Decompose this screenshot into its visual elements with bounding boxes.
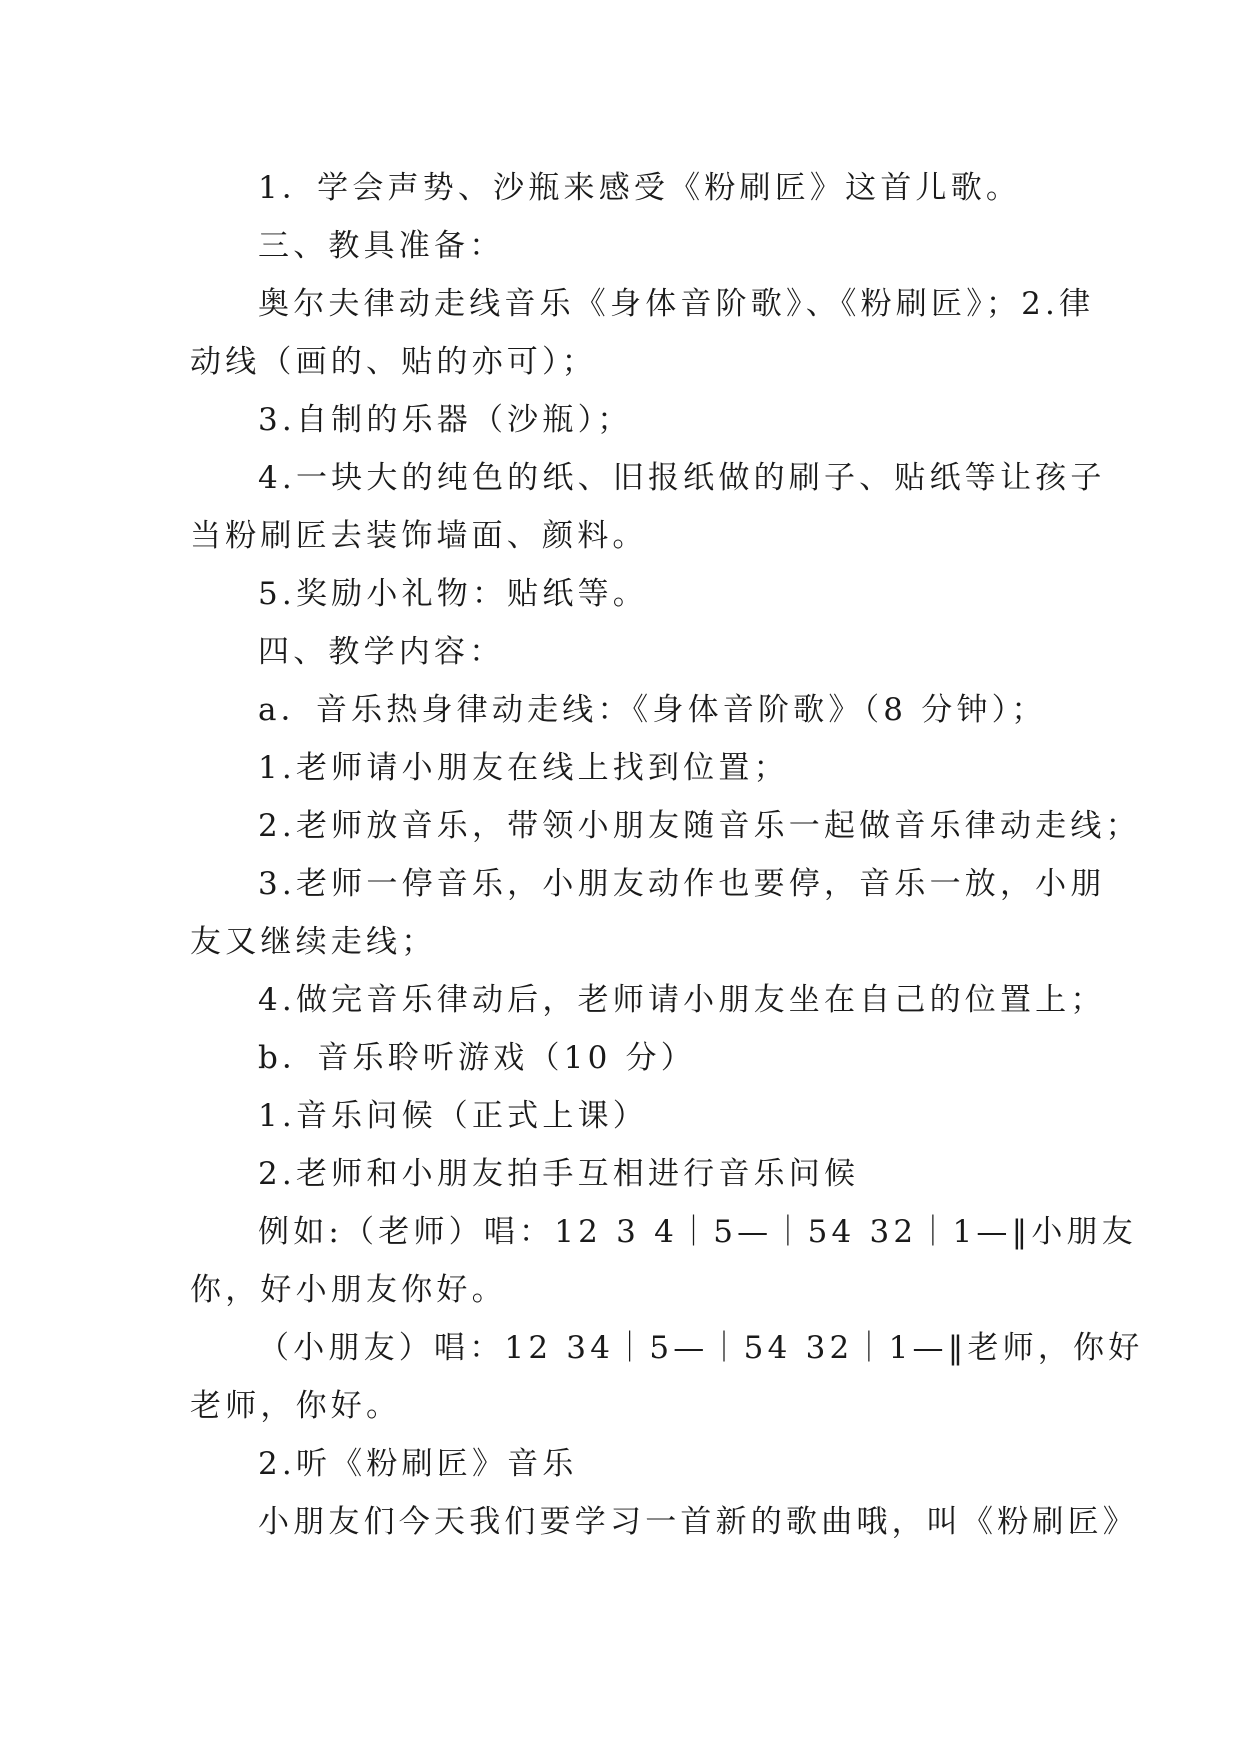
paragraph-line: 1.音乐问候（正式上课） [258,1098,648,1134]
paragraph-line: 1．学会声势、沙瓶来感受《粉刷匠》这首儿歌。 [258,170,1022,206]
section-heading: 三、教具准备： [258,228,505,264]
paragraph-line: 小朋友们今天我们要学习一首新的歌曲哦，叫《粉刷匠》 [258,1504,1138,1540]
paragraph-line: 3.老师一停音乐，小朋友动作也要停，音乐一放，小朋 [258,866,1106,902]
paragraph-line: 2.老师放音乐，带领小朋友随音乐一起做音乐律动走线； [258,808,1141,844]
paragraph-line: 当粉刷匠去装饰墙面、颜料。 [190,518,648,554]
paragraph-line: 2.听《粉刷匠》音乐 [258,1446,578,1482]
paragraph-line: 3.自制的乐器（沙瓶）； [258,402,633,438]
paragraph-line: 4.做完音乐律动后，老师请小朋友坐在自己的位置上； [258,982,1106,1018]
paragraph-line: 4.一块大的纯色的纸、旧报纸做的刷子、贴纸等让孩子 [258,460,1106,496]
paragraph-line: b．音乐聆听游戏（10 分） [258,1040,696,1076]
paragraph-line: 2.老师和小朋友拍手互相进行音乐问候 [258,1156,860,1192]
paragraph-line: 1.老师请小朋友在线上找到位置； [258,750,789,786]
section-heading: 四、教学内容： [258,634,505,670]
paragraph-line: 友又继续走线； [190,924,437,960]
paragraph-line: 你，好小朋友你好。 [190,1272,507,1308]
paragraph-line: 动线（画的、贴的亦可）； [190,344,597,380]
paragraph-line: 老师，你好。 [190,1388,402,1424]
paragraph-line: a．音乐热身律动走线：《身体音阶歌》（8 分钟）； [258,692,1047,728]
paragraph-line: 5.奖励小礼物：贴纸等。 [258,576,648,612]
paragraph-line: （小朋友）唱：12 34｜5—｜54 32｜1—‖老师，你好 [258,1330,1144,1366]
paragraph-line: 奥尔夫律动走线音乐《身体音阶歌》、《粉刷匠》；2.律 [258,286,1095,322]
paragraph-line: 例如:（老师）唱：12 3 4｜5—｜54 32｜1—‖小朋友 [258,1214,1137,1250]
